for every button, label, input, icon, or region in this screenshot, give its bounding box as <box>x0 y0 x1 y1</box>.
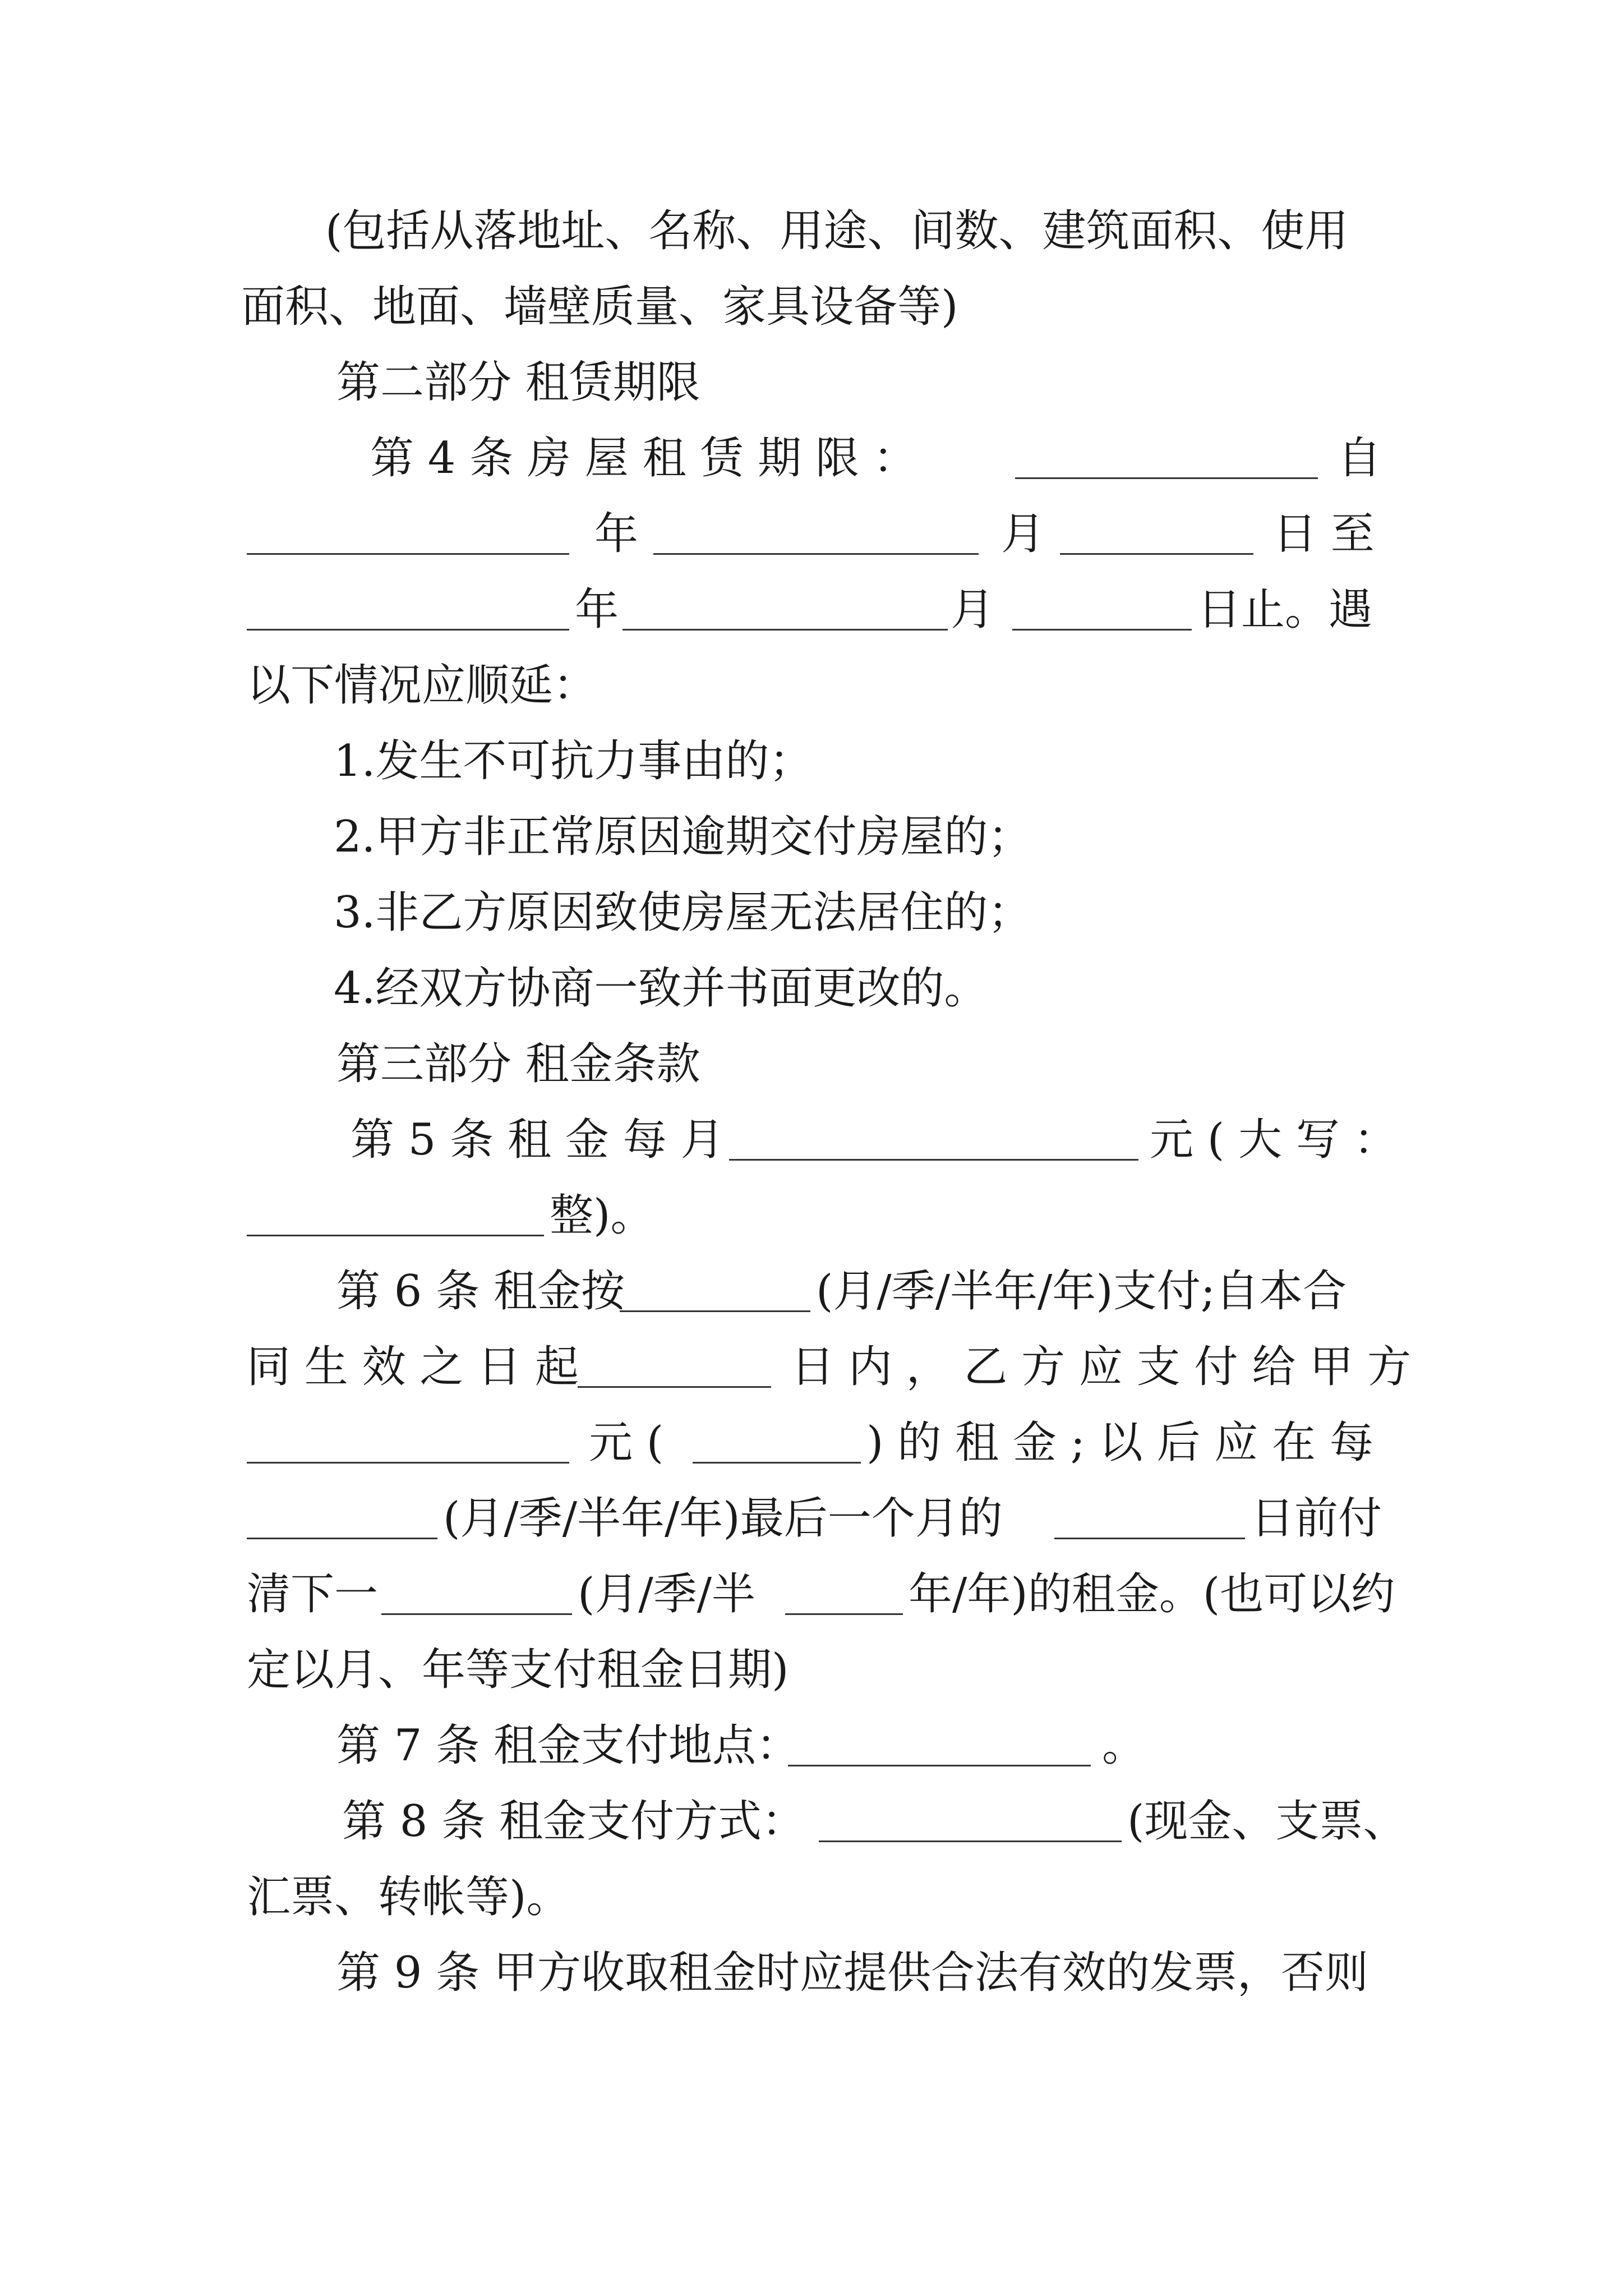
text: 第 4 条 房 屋 租 赁 期 限 ： <box>370 433 917 484</box>
text: 面积、地面、墙壁质量、家具设备等) <box>241 282 958 332</box>
text: ) 的 租 金 ; 以 后 应 在 每 <box>866 1418 1373 1468</box>
list-item <box>0 728 1623 795</box>
article-6-line-2 <box>0 1333 1623 1401</box>
text: 元 ( 大 写 ： <box>1150 1115 1398 1165</box>
text: 第 5 条 租 金 每 月 <box>351 1115 725 1165</box>
section-heading <box>0 1030 1623 1098</box>
blank-field[interactable] <box>693 1421 861 1464</box>
text: 日止。遇 <box>1197 585 1373 635</box>
blank-field[interactable] <box>1012 588 1192 631</box>
text: 。 <box>1102 1720 1146 1771</box>
text: 定以月、年等支付租金日期) <box>247 1645 789 1695</box>
article-8-line-1 <box>0 1788 1623 1855</box>
text: 第 9 条 甲方收取租金时应提供合法有效的发票，否则 <box>336 1948 1369 1998</box>
text: 以下情况应顺延： <box>247 660 597 711</box>
list-item <box>0 879 1623 946</box>
blank-field[interactable] <box>247 1497 437 1539</box>
blank-field[interactable] <box>785 1573 903 1615</box>
blank-field[interactable] <box>381 1573 572 1615</box>
article-5-line-2 <box>0 1182 1623 1249</box>
blank-field[interactable] <box>653 513 979 555</box>
text: 第 7 条 租金支付地点： <box>336 1720 800 1771</box>
text: 日前付 <box>1251 1493 1382 1544</box>
article-5-line-1 <box>0 1106 1623 1174</box>
article-8-line-2 <box>0 1864 1623 1931</box>
blank-field[interactable] <box>578 1346 771 1388</box>
article-4-line-1 <box>0 425 1623 492</box>
text: 3.非乙方原因致使房屋无法居住的； <box>334 887 1032 938</box>
list-item <box>0 803 1623 871</box>
text: (现金、支票、 <box>1127 1796 1407 1847</box>
text: (月/季/半年/年)支付;自本合 <box>816 1266 1347 1317</box>
text: 整)。 <box>550 1190 654 1241</box>
text: 第 6 条 租金按 <box>336 1266 625 1317</box>
text: (月/季/半年/年)最后一个月的 <box>443 1493 1003 1544</box>
article-6-line-1 <box>0 1258 1623 1325</box>
article-6-line-3 <box>0 1409 1623 1476</box>
text: 2.甲方非正常原因逾期交付房屋的； <box>334 812 1032 862</box>
section-heading <box>0 349 1623 416</box>
blank-field[interactable] <box>620 1270 810 1312</box>
list-item <box>0 955 1623 1022</box>
blank-field[interactable] <box>623 588 948 631</box>
text: 月 <box>1001 509 1045 559</box>
text: 4.经双方协商一致并书面更改的。 <box>334 963 988 1014</box>
blank-field[interactable] <box>788 1724 1091 1766</box>
blank-field[interactable] <box>1054 1497 1245 1539</box>
paragraph-line <box>0 273 1623 341</box>
text: 第三部分 租金条款 <box>336 1039 700 1089</box>
blank-field[interactable] <box>1060 513 1253 555</box>
blank-field[interactable] <box>247 1194 544 1236</box>
paragraph-line <box>0 197 1623 265</box>
blank-field[interactable] <box>1015 437 1318 479</box>
text: 元 ( <box>589 1418 664 1468</box>
blank-field[interactable] <box>247 1421 569 1464</box>
text: 1.发生不可抗力事由的； <box>334 736 813 786</box>
article-9 <box>0 1939 1623 2007</box>
text: 清下一 <box>247 1569 379 1619</box>
text: 年 <box>575 585 619 635</box>
article-7 <box>0 1712 1623 1779</box>
article-4-line-2 <box>0 500 1623 568</box>
blank-field[interactable] <box>247 513 569 555</box>
article-6-line-4 <box>0 1485 1623 1552</box>
blank-field[interactable] <box>247 588 569 631</box>
text: 同 生 效 之 日 起 <box>247 1342 579 1392</box>
paragraph-line <box>0 652 1623 719</box>
article-6-line-6 <box>0 1636 1623 1704</box>
text: 自 <box>1338 433 1382 484</box>
text: 日 至 <box>1273 509 1375 559</box>
text: 第 8 条 租金支付方式： <box>342 1796 806 1847</box>
text: (包括从落地址、名称、用途、间数、建筑面积、使用 <box>325 206 1349 256</box>
text: (月/季/半 <box>578 1569 755 1619</box>
blank-field[interactable] <box>729 1119 1138 1161</box>
blank-field[interactable] <box>819 1800 1122 1842</box>
text: 年 <box>594 509 639 559</box>
text: 第二部分 租赁期限 <box>336 357 700 408</box>
article-4-line-3 <box>0 576 1623 643</box>
article-6-line-5 <box>0 1561 1623 1628</box>
text: 月 <box>951 585 995 635</box>
text: 年/年)的租金。(也可以约 <box>909 1569 1395 1619</box>
text: 汇票、转帐等)。 <box>247 1872 570 1922</box>
text: 日 内 ， 乙 方 应 支 付 给 甲 方 <box>791 1342 1411 1392</box>
